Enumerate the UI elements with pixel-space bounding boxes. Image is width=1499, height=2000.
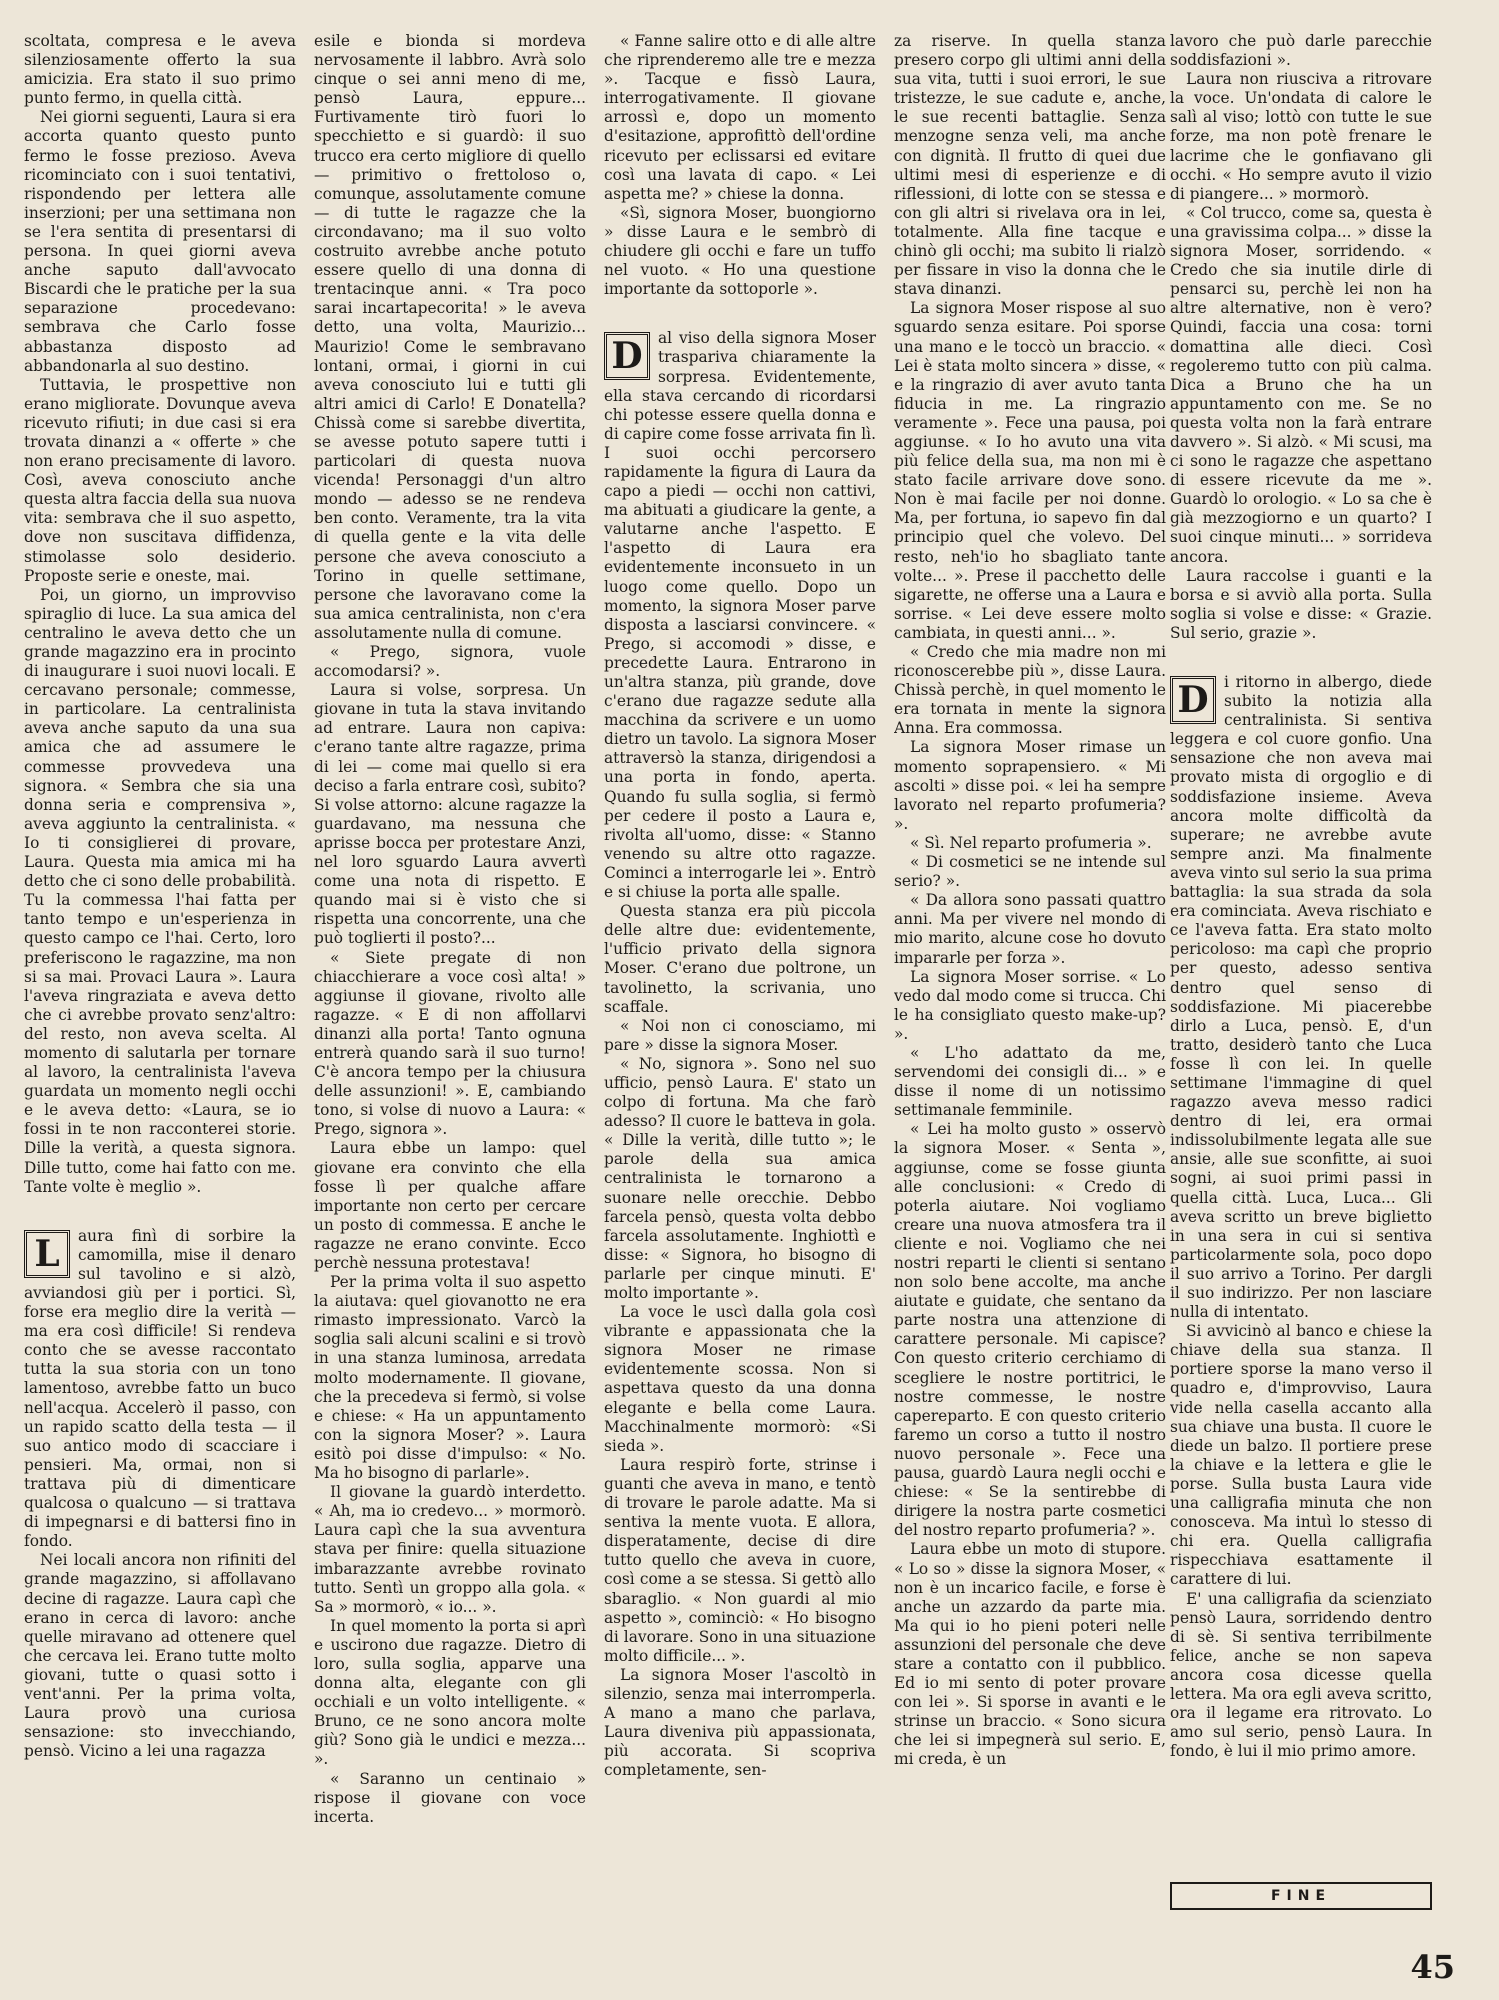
paragraph: Laura non riusciva a ritrovare la voce. Un'ondata di calore le salì al viso; lottò con tutte le sue forze, ma non potè frenare le lacrime che le gonfiavano gli occhi. « Ho sempre avuto il vizio di piangere... » mormorò.: [1170, 70, 1432, 203]
paragraph: Laura respirò forte, strinse i guanti che aveva in mano, e tentò di trovare le parole adatte. Ma si sentiva la mente vuota. E allora, disperatamente, decise di dire tutto quello che aveva in cuore, così come a se stessa. Si gettò allo sbaraglio. « Non guardi al mio aspetto », cominciò: « Ho bisogno di lavorare. Sono in una situazione molto difficile... ».: [604, 1455, 876, 1665]
paragraph: In quel momento la porta si aprì e uscirono due ragazze. Dietro di loro, sulla soglia, apparve una donna alta, elegante con gli occhiali e un volto intelligente. « Bruno, ce ne sono ancora molte giù? Sono già le undici e mezza... ».: [314, 1616, 586, 1769]
paragraph: Per la prima volta il suo aspetto la aiutava: quel giovanotto ne era rimasto impressionato. Varcò la soglia sali alcuni scalini e si trovò in una stanza luminosa, arredata molto modernamente. Il giovane, che la precedeva si fermò, si volse e chiese: « Ha un appuntamento con la signora Moser? ». Laura esitò poi disse d'impulso: « No. Ma ho bisogno di parlarle».: [314, 1273, 586, 1483]
column-5: [1170, 32, 1432, 1842]
end-marker: FINE: [1170, 1882, 1432, 1910]
paragraph: « Siete pregate di non chiacchierare a voce così alta! » aggiunse il giovane, rivolto alle ragazze. « E di non affollarvi dinanzi alla porta! Tanto ognuna entrerà quando sarà il suo turno! C'è ancora tempo per la chiusura delle assunzioni! ». E, cambiando tono, si volse di nuovo a Laura: « Prego, signora ».: [314, 948, 586, 1139]
dropcap-paragraph: [604, 329, 876, 902]
paragraph: « Col trucco, come sa, questa è una gravissima colpa... » disse la signora Moser, sorridendo. « Credo che sia inutile dirle di pensarci su, perchè lei non ha altre alternative, non è vero? Quindi, faccia una cosa: torni domattina alle dieci. Così regoleremo tutto con più calma. Dica a Bruno che ha un appuntamento con me. Se no questa volta non la farà entrare davvero ». Si alzò. « Mi scusi, ma ci sono le ragazze che aspettano di essere ricevute da me ». Guardò lo orologio. « Lo sa che è già mezzogiorno e un quarto? I suoi cinque minuti... » sorrideva ancora.: [1170, 203, 1432, 566]
paragraph: esile e bionda si mordeva nervosamente il labbro. Avrà solo cinque o sei anni meno di me, pensò Laura, eppure... Furtivamente tirò fuori lo specchietto e si guardò: il suo trucco era certo migliore di quello — primitivo o frettoloso o, comunque, assolutamente comune — di tutte le ragazze che la circondavano; ma il suo volto costruito avrebbe anche potuto essere quello di una donna di trentacinque anni. « Tra poco sarai incartapecorita! » le aveva detto, una volta, Maurizio... Maurizio! Come le sembravano lontani, ormai, i giorni in cui aveva conosciuto lui e tutti gli altri amici di Carlo! E Donatella? Chissà come si sarebbe divertita, se avesse potuto sapere tutti i particolari di questa nuova vicenda! Personaggi d'un altro mondo — adesso se ne rendeva ben conto. Veramente, tra la vita di quella gente e la vita delle persone che aveva conosciuto a Torino in quelle settimane, persone che lavoravano come la sua amica centralinista, non c'era assolutamente nulla di comune.: [314, 32, 586, 642]
paragraph: «Sì, signora Moser, buongiorno » disse Laura e le sembrò di chiudere gli occhi e fare un tuffo nel vuoto. « Ho una questione importante da sottoporle ».: [604, 203, 876, 299]
drop-cap: D: [604, 332, 650, 380]
dropcap-text: i ritorno in albergo, diede subito la notizia alla centralinista. Si sentiva leggera e col cuore gonfio. Una sensazione che non aveva mai provato mista di orgoglio e di soddisfazione insieme. Aveva ancora molte difficoltà da superare; ne avrebbe avute sempre anzi. Ma finalmente aveva vinto sul serio la sua prima battaglia: la sua strada da sola era cominciata. Aveva rischiato e ce l'aveva fatta. Era stato molto pericoloso: ma capì che proprio per questo, adesso sentiva dentro quel senso di soddisfazione. Mi piacerebbe dirlo a Luca, pensò. E, d'un tratto, desiderò tanto che Luca fosse lì con lei. In quelle settimane l'immagine di quel ragazzo aveva messo radici dentro di lei, era ormai indissolubilmente legata alle sue ansie, alle sue sconfitte, ai suoi sogni, ai suoi primi passi in quella città. Luca, Luca... Gli aveva scritto un breve biglietto in una sera in cui si sentiva particolarmente sola, poco dopo il suo arrivo a Torino. Per dargli il suo indirizzo. Per non lasciare nulla di intentato.: [1170, 673, 1432, 1322]
paragraph: La signora Moser l'ascoltò in silenzio, senza mai interromperla. A mano a mano che parlava, Laura diveniva più appassionata, più accorata. Si scopriva completamente, sen-: [604, 1665, 876, 1780]
column-2: [314, 32, 586, 1872]
dropcap-paragraph: [1170, 673, 1432, 1322]
paragraph: Laura ebbe un lampo: quel giovane era convinto che ella fosse lì per qualche affare importante non certo per cercare un posto di commessa. E anche le ragazze ne erano convinte. Ecco perchè nessuna protestava!: [314, 1139, 586, 1272]
paragraph: « No, signora ». Sono nel suo ufficio, pensò Laura. E' stato un colpo di fortuna. Ma che farò adesso? Il cuore le batteva in gola. « Dille la verità, dille tutto »; le parole della sua amica centralinista le tornarono a suonare nelle orecchie. Debbo farcela pensò, questa volta debbo farcela assolutamente. Inghiottì e disse: « Signora, ho bisogno di parlarle per cinque minuti. E' molto importante ».: [604, 1054, 876, 1302]
paragraph: Laura raccolse i guanti e la borsa e si avviò alla porta. Sulla soglia si volse e disse: « Grazie. Sul serio, grazie ».: [1170, 566, 1432, 642]
paragraph: scoltata, compresa e le aveva silenziosamente offerto la sua amicizia. Era stato il suo primo punto fermo, in quella città.: [24, 32, 296, 108]
column-1: [24, 32, 296, 1872]
column-3: [604, 32, 876, 1872]
paragraph: La voce le uscì dalla gola così vibrante e appassionata che la signora Moser ne rimase evidentemente scossa. Non si aspettava questo da una donna elegante e bella come Laura. Macchinalmente mormorò: «Si sieda ».: [604, 1303, 876, 1455]
paragraph: Nei giorni seguenti, Laura si era accorta quanto questo punto fermo le fosse prezioso. Aveva ricominciato con i suoi tentativi, rispondendo per lettera alle inserzioni; per una settimana non se l'era sentita di presentarsi di persona. In quei giorni aveva anche saputo dall'avvocato Biscardi che le pratiche per la sua separazione procedevano: sembrava che Carlo fosse abbastanza disposto ad abbandonarla al suo destino.: [24, 108, 296, 375]
drop-cap: D: [1170, 676, 1216, 724]
paragraph: La signora Moser rimase un momento soprapensiero. « Mi ascolti » disse poi. « lei ha sempre lavorato nel reparto profumeria? ».: [894, 738, 1166, 833]
paragraph: « Di cosmetici se ne intende sul serio? ».: [894, 853, 1166, 891]
paragraph: Nei locali ancora non rifiniti del grande magazzino, si affollavano decine di ragazze. Laura capì che erano in cerca di lavoro: anche quelle miravano ad ottenere quel che cercava lei. Erano tutte molto giovani, tutte o quasi sotto i vent'anni. Per la prima volta, Laura provò una curiosa sensazione: sto invecchiando, pensò. Vicino a lei una ragazza: [24, 1551, 296, 1761]
paragraph: Tuttavia, le prospettive non erano migliorate. Dovunque aveva ricevuto rifiuti; in due casi si era trovata dinanzi a « offerte » che non erano precisamente di lavoro. Così, aveva conosciuto anche questa altra faccia della sua nuova vita: sembrava che il suo aspetto, dove non suscitava diffidenza, stimolasse solo desiderio. Proposte serie e oneste, mai.: [24, 375, 296, 585]
paragraph: « Lei ha molto gusto » osservò la signora Moser. « Senta », aggiunse, come se fosse giunta alle conclusioni: « Credo di poterla aiutare. Noi vogliamo creare una nuova atmosfera tra il cliente e noi. Vogliamo che nei nostri reparti le clienti si sentano non solo bene accolte, ma anche aiutate e guidate, che sentano da parte nostra una attenzione di carattere personale. Mi capisce? Con questo criterio cerchiamo di scegliere le nostre portitrici, le nostre commesse, le nostre capereparto. E con questo criterio faremo un corso a tutto il nostro nuovo personale ». Fece una pausa, guardò Laura negli occhi e chiese: « Se la sentirebbe di dirigere la nostra parte cosmetici del nostro reparto profumeria? ».: [894, 1120, 1166, 1540]
magazine-page: [24, 32, 1456, 1962]
page-number: 45: [1410, 1948, 1455, 1986]
paragraph: La signora Moser sorrise. « Lo vedo dal modo come si trucca. Chi le ha consigliato questo make-up? ».: [894, 967, 1166, 1043]
drop-cap: L: [24, 1230, 70, 1278]
paragraph: « Noi non ci conosciamo, mi pare » disse la signora Moser.: [604, 1016, 876, 1054]
paragraph: « Da allora sono passati quattro anni. Ma per vivere nel mondo di mio marito, alcune cose ho dovuto impararle per forza ».: [894, 891, 1166, 967]
column-4: [894, 32, 1166, 1872]
paragraph: « Fanne salire otto e di alle altre che riprenderemo alle tre e mezza ». Tacque e fissò Laura, interrogativamente. Il giovane arrossì e, dopo un momento d'esitazione, approfittò dell'ordine ricevuto per eclissarsi ed evitare così una lavata di capo. « Lei aspetta me? » chiese la donna.: [604, 32, 876, 203]
paragraph: « L'ho adattato da me, servendomi dei consigli di... » e disse il nome di un notissimo settimanale femminile.: [894, 1043, 1166, 1120]
paragraph: Poi, un giorno, un improvviso spiraglio di luce. La sua amica del centralino le aveva detto che un grande magazzino era in procinto di inaugurare i suoi nuovi locali. E cercavano personale; commesse, in particolare. La centralinista aveva anche saputo da una sua amica che ad assumere le commesse provvedeva una signora. « Sembra che sia una donna seria e comprensiva », aveva aggiunto la centralinista. « Io ti consiglierei di provare, Laura. Questa mia amica mi ha detto che ci sono delle probabilità. Tu la commessa l'hai fatta per tanto tempo e un'esperienza in questo campo ce l'hai. Certo, loro preferiscono le ragazzine, ma non si sa mai. Provaci Laura ». Laura l'aveva ringraziata e aveva detto che ci avrebbe provato senz'altro: del resto, non aveva scelta. Al momento di salutarla per tornare al lavoro, la centralinista l'aveva guardata un momento negli occhi e le aveva detto: «Laura, se io fossi in te non racconterei storie. Dille la verità, a questa signora. Dille tutto, come hai fatto con me. Tante volte è meglio ».: [24, 585, 296, 1196]
dropcap-paragraph: [24, 1227, 296, 1552]
paragraph: Questa stanza era più piccola delle altre due: evidentemente, l'ufficio privato della signora Moser. C'erano due poltrone, un tavolinetto, la scrivania, uno scaffale.: [604, 902, 876, 1016]
paragraph: za riserve. In quella stanza presero corpo gli ultimi anni della sua vita, tutti i suoi errori, le sue tristezze, le sue cadute e, anche, le sue recenti battaglie. Senza menzogne senza veli, ma anche con dignità. Il frutto di quei due ultimi mesi di esperienze e di riflessioni, di lotte con se stessa e con gli altri si rivelava ora in lei, totalmente. Alla fine tacque e chinò gli occhi; ma subito li rialzò per fissare in viso la donna che le stava dinanzi.: [894, 32, 1166, 299]
dropcap-text: aura finì di sorbire la camomilla, mise il denaro sul tavolino e si alzò, avviandosi giù per i portici. Sì, forse era meglio dire la verità — ma era così difficile! Si rendeva conto che se avesse raccontato tutta la sua storia con un tono lamentoso, avrebbe fatto un buco nell'acqua. Accelerò il passo, con un rapido scatto della testa — il suo antico modo di scacciare i pensieri. Ma, ormai, non si trattava più di dimenticare qualcosa o qualcuno — si trattava di impegnarsi e di battersi fino in fondo.: [24, 1226, 296, 1551]
dropcap-text: al viso della signora Moser traspariva chiaramente la sorpresa. Evidentemente, ella stava cercando di ricordarsi chi potesse essere quella donna e di capire come fosse arrivata fin lì. I suoi occhi percorsero rapidamente la figura di Laura da capo a piedi — occhi non cattivi, ma abituati a giudicare la gente, a valutarne anche l'aspetto. E l'aspetto di Laura era evidentemente inconsueto in un luogo come quello. Dopo un momento, la signora Moser parve disposta a lasciarsi convincere. « Prego, si accomodi » disse, e precedette Laura. Entrarono in un'altra stanza, più grande, dove c'erano due ragazze sedute alla macchina da scrivere e un uomo dietro un tavolo. La signora Moser attraversò la stanza, dirigendosi a una porta in fondo, aperta. Quando fu sulla soglia, si fermò per cedere il posto a Laura e, rivolta all'uomo, disse: « Stanno venendo su altre otto ragazze. Cominci a interrogarle lei ». Entrò e si chiuse la porta alle spalle.: [604, 329, 876, 902]
paragraph: « Credo che mia madre non mi riconoscerebbe più », disse Laura. Chissà perchè, in quel momento le era tornata in mente la signora Anna. Era commossa.: [894, 643, 1166, 738]
paragraph: « Saranno un centinaio » rispose il giovane con voce incerta.: [314, 1769, 586, 1826]
paragraph: « Prego, signora, vuole accomodarsi? ».: [314, 643, 586, 681]
paragraph: E' una calligrafia da scienziato pensò Laura, sorridendo dentro di sè. Si sentiva terribilmente felice, anche se non sapeva ancora cosa dicesse quella lettera. Ma ora egli aveva scritto, ora il legame era ritrovato. Lo amo sul serio, pensò Laura. In fondo, è lui il mio primo amore.: [1170, 1589, 1432, 1761]
paragraph: La signora Moser rispose al suo sguardo senza esitare. Poi sporse una mano e le toccò un braccio. « Lei è stata molto sincera » disse, « e la ringrazio di aver avuto tanta fiducia in me. La ringrazio veramente ». Fece una pausa, poi aggiunse. « Io ho avuto una vita più felice della sua, ma non mi è stato facile arrivare dove sono. Non è mai facile per noi donne. Ma, per fortuna, io sapevo fin dal principio quel che volevo. Del resto, neh'io ho sbagliato tante volte... ». Prese il pacchetto delle sigarette, ne offerse una a Laura e sorrise. « Lei deve essere molto cambiata, in questi anni... ».: [894, 299, 1166, 642]
paragraph: Laura si volse, sorpresa. Un giovane in tuta la stava invitando ad entrare. Laura non capiva: c'erano tante altre ragazze, prima di lei — come mai quello si era deciso a farla entrare così, subito? Si volse attorno: alcune ragazze la guardavano, ma nessuna che aprisse bocca per protestare Anzi, nel loro sguardo Laura avvertì come una nota di rispetto. E quando mai si è visto che si rispetta una concorrente, una che può toglierti il posto?...: [314, 681, 586, 948]
paragraph: lavoro che può darle parecchie soddisfazioni ».: [1170, 32, 1432, 70]
paragraph: « Sì. Nel reparto profumeria ».: [910, 833, 1152, 852]
paragraph: Laura ebbe un moto di stupore. « Lo so » disse la signora Moser, « non è un incarico facile, e forse è anche un azzardo da parte mia. Ma qui io ho pieni poteri nelle assunzioni del personale che deve stare a contatto con il pubblico. Ed io mi sento di poter provare con lei ». Si sporse in avanti e le strinse un braccio. « Sono sicura che lei si impegnerà sul serio. E, mi creda, è un: [894, 1540, 1166, 1769]
paragraph: Il giovane la guardò interdetto. « Ah, ma io credevo... » mormorò. Laura capì che la sua avventura stava per finire: quella situazione imbarazzante avrebbe rovinato tutto. Sentì un groppo alla gola. « Sa » mormorò, « io... ».: [314, 1483, 586, 1616]
paragraph: Si avvicinò al banco e chiese la chiave della sua stanza. Il portiere sporse la mano verso il quadro e, d'improvviso, Laura vide nella casella accanto alla sua chiave una busta. Il cuore le diede un balzo. Il portiere prese la chiave e la lettera e glie le porse. Sulla busta Laura vide una calligrafia minuta che non conosceva. Ma intuì lo stesso di chi era. Quella calligrafia rispecchiava esattamente il carattere di lui.: [1170, 1322, 1432, 1589]
